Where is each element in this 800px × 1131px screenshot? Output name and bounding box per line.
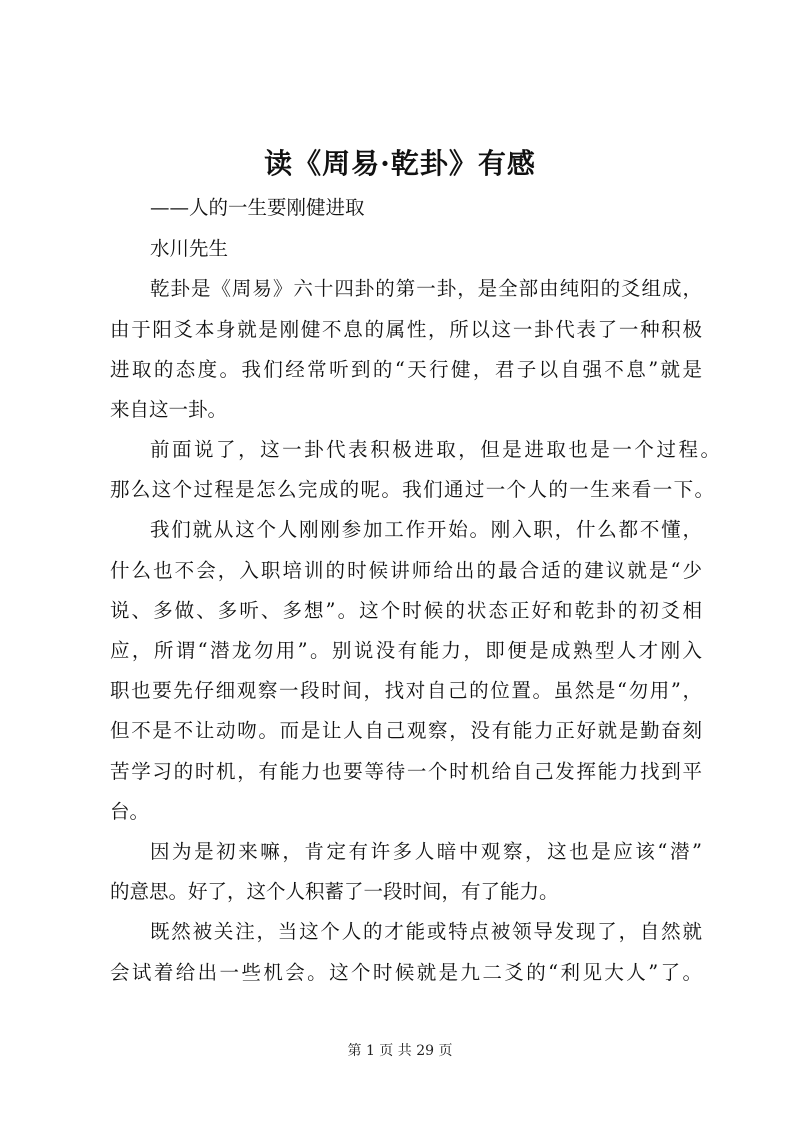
paragraph-line: 台。 <box>110 800 150 823</box>
document-title: 读《周易·乾卦》有感 <box>264 147 536 180</box>
paragraph-line: 应，所谓“潜龙勿用”。别说没有能力，即便是成熟型人才刚入 <box>110 639 702 662</box>
paragraph-line: 由于阳爻本身就是刚健不息的属性，所以这一卦代表了一种积极 <box>110 318 702 341</box>
paragraph-line: 乾卦是《周易》六十四卦的第一卦，是全部由纯阳的爻组成， <box>150 277 702 300</box>
paragraph-line: 来自这一卦。 <box>110 398 228 421</box>
paragraph-line: 职也要先仔细观察一段时间，找对自己的位置。虽然是“勿用”， <box>110 679 702 702</box>
paragraph-line: 但不是不让动吻。而是让人自己观察，没有能力正好就是勤奋刻 <box>110 719 702 742</box>
paragraph-line: 进取的态度。我们经常听到的“天行健，君子以自强不息”就是 <box>110 358 702 381</box>
paragraph-line: 我们就从这个人刚刚参加工作开始。刚入职，什么都不懂， <box>150 518 702 541</box>
paragraph-line: 会试着给出一些机会。这个时候就是九二爻的“利见大人”了。 <box>110 961 702 984</box>
paragraph-line: 苦学习的时机，有能力也要等待一个时机给自己发挥能力找到平 <box>110 760 702 783</box>
paragraph-line: 什么也不会，入职培训的时候讲师给出的最合适的建议就是“少 <box>110 559 702 582</box>
paragraph-line: 因为是初来嘛，肯定有许多人暗中观察，这也是应该“潜” <box>150 840 702 863</box>
paragraph-line: 说、多做、多听、多想”。这个时候的状态正好和乾卦的初爻相 <box>110 599 702 622</box>
paragraph-line: 的意思。好了，这个人积蓄了一段时间，有了能力。 <box>110 880 559 903</box>
paragraph-line: 既然被关注，当这个人的才能或特点被领导发现了，自然就 <box>150 920 702 943</box>
page-footer: 第 1 页 共 29 页 <box>347 1043 453 1059</box>
paragraph-line: 那么这个过程是怎么完成的呢。我们通过一个人的一生来看一下。 <box>110 478 714 501</box>
document-author: 水川先生 <box>150 237 229 260</box>
document-subtitle: ——人的一生要刚健进取 <box>150 196 365 219</box>
paragraph-line: 前面说了，这一卦代表积极进取，但是进取也是一个过程。 <box>150 438 720 461</box>
